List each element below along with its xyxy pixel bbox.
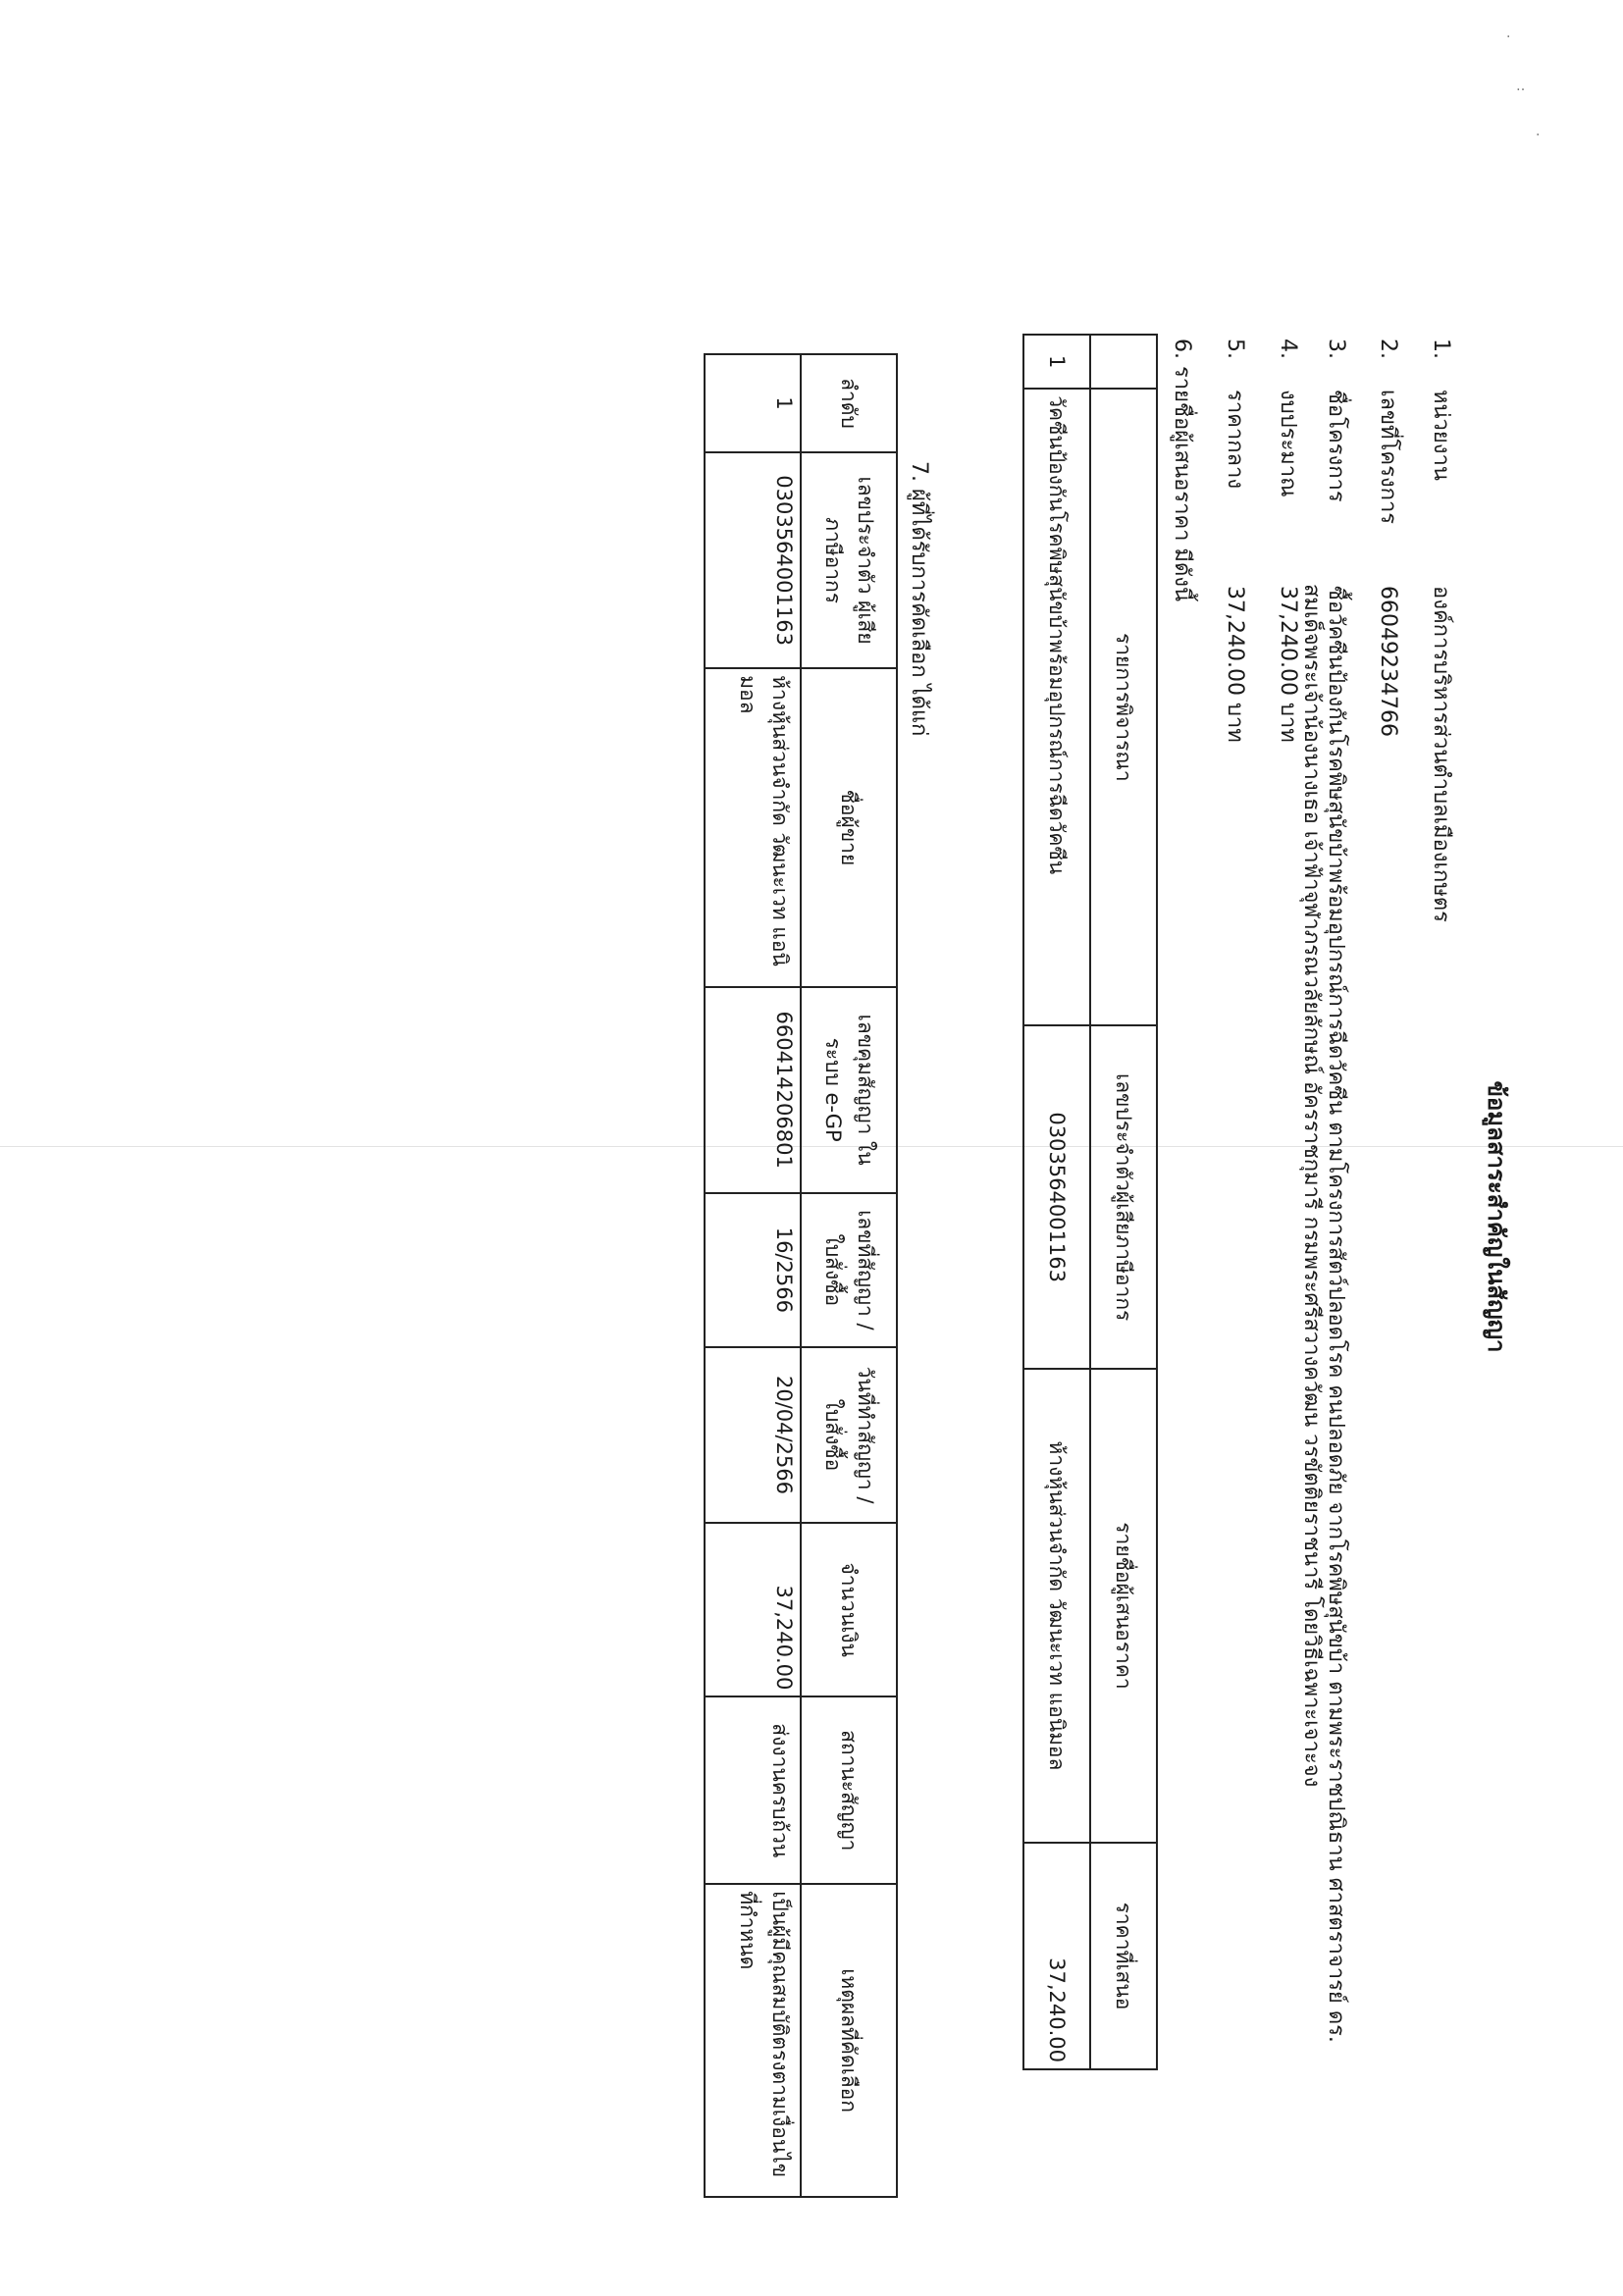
col-header-seller: ชื่อผู้ขาย xyxy=(801,668,897,987)
field-label: ราคากลาง xyxy=(1223,390,1247,490)
field-value: องค์การบริหารส่วนตำบลเมืองเกษตร xyxy=(1429,586,1453,922)
table-cell: เป็นผู้มีคุณสมบัติตรงตามเงื่อนไขที่กำหนด xyxy=(705,1884,801,2197)
scan-speck: ‥ xyxy=(1516,78,1526,94)
rotated-content xyxy=(339,206,1516,2227)
field-number: 3. xyxy=(1324,339,1348,359)
field-agency xyxy=(1425,339,1459,922)
col-header-tax-id: เลขประจำตัวผู้เสียภาษีอากร xyxy=(1090,1025,1157,1369)
table-cell: 16/2566 xyxy=(705,1193,801,1347)
field-value: 66049234766 xyxy=(1376,586,1400,737)
col-header-item: รายการพิจารณา xyxy=(1090,389,1157,1025)
col-header-contract-number: เลขที่สัญญา / ใบสั่งซื้อ xyxy=(801,1193,897,1347)
scan-speck: · xyxy=(1506,29,1511,45)
table-cell: ห้างหุ้นส่วนจำกัด วัฒนะเวท แอนิมอล xyxy=(1023,1369,1090,1843)
field-label: ชื่อโครงการ xyxy=(1324,390,1348,502)
table-cell: ห้างหุ้นส่วนจำกัด วัฒนะเวท แอนิมอล xyxy=(705,668,801,987)
field-number: 1. xyxy=(1429,339,1453,359)
field-budget xyxy=(1272,339,1306,743)
table-cell: ส่งงานครบถ้วน xyxy=(705,1696,801,1884)
col-header-order: ลำดับ xyxy=(801,354,897,452)
col-header-tax-id: เลขประจำตัว ผู้เสียภาษีอากร xyxy=(801,452,897,668)
section-bidders-heading: 6. รายชื่อผู้เสนอราคา มีดังนี้ xyxy=(1170,339,1194,602)
col-header-contract-date: วันที่ทำสัญญา / ใบสั่งซื้อ xyxy=(801,1347,897,1523)
table-cell: 0303564001163 xyxy=(705,452,801,668)
table-cell: 37,240.00 xyxy=(1023,1843,1090,2069)
table-cell: 20/04/2566 xyxy=(705,1347,801,1523)
table-row xyxy=(1023,335,1090,2069)
field-value: 37,240.00 บาท xyxy=(1276,586,1300,743)
field-label: งบประมาณ xyxy=(1276,390,1300,497)
col-header-amount: จำนวนเงิน xyxy=(801,1523,897,1696)
table-header-row xyxy=(1090,335,1157,2069)
col-header-status: สถานะสัญญา xyxy=(801,1696,897,1884)
table-cell: วัคซีนป้องกันโรคพิษสุนัขบ้าพร้อมอุปกรณ์การฉีดวัคซีน xyxy=(1023,389,1090,1025)
field-median-price xyxy=(1219,339,1253,743)
table-cell: 0303564001163 xyxy=(1023,1025,1090,1369)
field-number: 5. xyxy=(1223,339,1247,359)
field-label: หน่วยงาน xyxy=(1429,390,1453,481)
table-row xyxy=(705,354,801,2197)
col-header-bidder: รายชื่อผู้เสนอราคา xyxy=(1090,1369,1157,1843)
bidders-table xyxy=(1022,334,1158,2070)
col-header-egp-number: เลขคุมสัญญา ในระบบ e-GP xyxy=(801,987,897,1193)
field-value: 37,240.00 บาท xyxy=(1223,586,1247,743)
document-title: ข้อมูลสาระสำคัญในสัญญา xyxy=(1483,1080,1510,1353)
col-header-index xyxy=(1090,335,1157,389)
table-cell: 1 xyxy=(1023,335,1090,389)
field-value: ซื้อวัคซีนป้องกันโรคพิษสุนัขบ้าพร้อมอุปกรณ์การฉีดวัคซีน ตามโครงการสัตว์ปลอดโรค คนปลอดภัย จากโรคพิษสุนัขบ้า ตามพระราชปณิธาน ศาสตราจารย์ ดร. xyxy=(1324,586,1348,2043)
scan-speck: · xyxy=(1536,128,1541,143)
field-project-name-cont: สมเด็จพระเจ้าน้องนางเธอ เจ้าฟ้าจุฬาภรณวลัยลักษณ์ อัครราชกุมารี กรมพระศรีสวางควัฒน วรขัตติยราชนารี โดยวิธีเฉพาะเจาะจง xyxy=(1299,584,1324,1788)
table-cell: 1 xyxy=(705,354,801,452)
table-cell: 660414206801 xyxy=(705,987,801,1193)
section-winner-heading: 7. ผู้ที่ได้รับการคัดเลือก ได้แก่ xyxy=(907,461,931,737)
field-number: 4. xyxy=(1276,339,1300,359)
col-header-reason: เหตุผลที่คัดเลือก xyxy=(801,1884,897,2197)
winner-table xyxy=(704,353,898,2198)
field-label: เลขที่โครงการ xyxy=(1376,390,1400,525)
field-project-number xyxy=(1372,339,1406,737)
field-number: 2. xyxy=(1376,339,1400,359)
table-cell: 37,240.00 xyxy=(705,1523,801,1696)
col-header-price: ราคาที่เสนอ xyxy=(1090,1843,1157,2069)
table-header-row xyxy=(801,354,897,2197)
